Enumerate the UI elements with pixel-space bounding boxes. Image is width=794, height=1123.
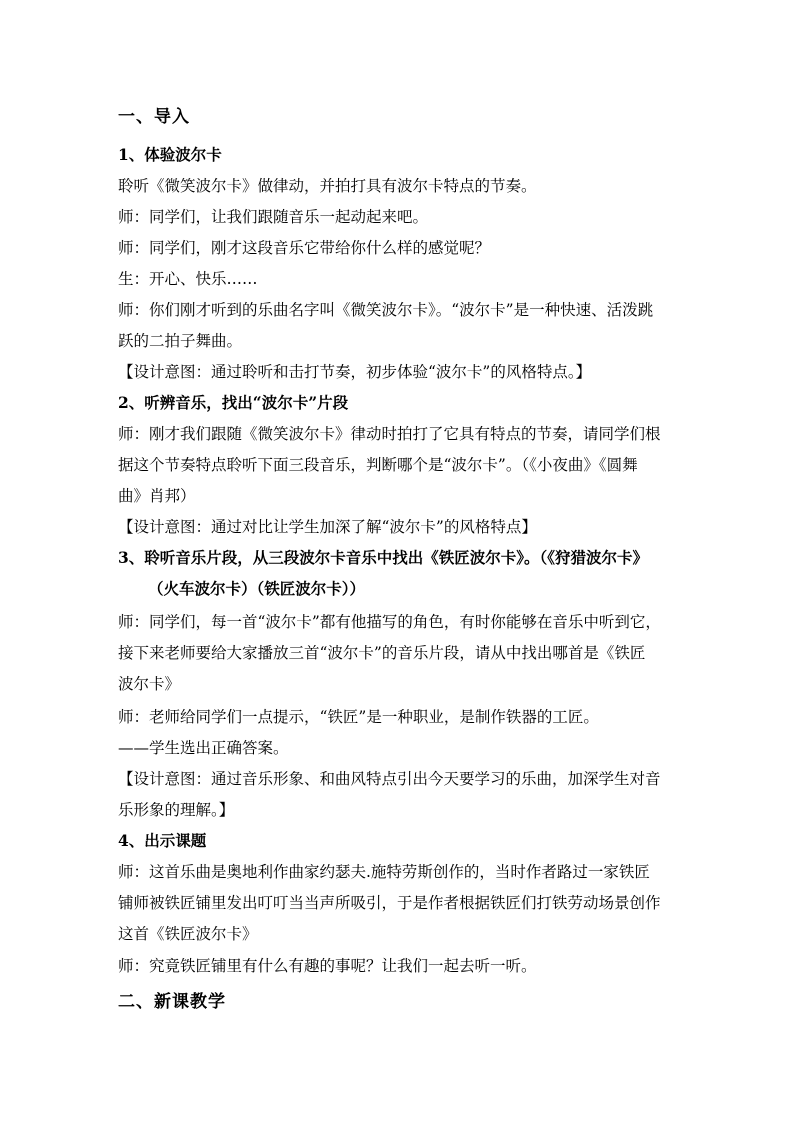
subheading-continuation: （火车波尔卡）（铁匠波尔卡）） [148, 579, 366, 598]
paragraph-line: 这首《铁匠波尔卡》 [118, 925, 258, 943]
design-intent-note: 【设计意图：通过音乐形象、和曲风特点引出今天要学习的乐曲，加深学生对音 [118, 770, 661, 788]
paragraph-line: 师：同学们，每一首“波尔卡”都有他描写的角色，有时你能够在音乐中听到它， [118, 613, 661, 631]
subheading-experience-polka: 1、体验波尔卡 [118, 145, 222, 164]
paragraph-line: 师：究竟铁匠铺里有什么有趣的事呢？让我们一起去听一听。 [118, 957, 537, 975]
paragraph-line: 波尔卡》 [118, 675, 181, 693]
paragraph-line: 师：刚才我们跟随《微笑波尔卡》律动时拍打了它具有特点的节奏，请同学们根 [118, 425, 661, 443]
subheading-find-blacksmith-polka: 3、聆听音乐片段，从三段波尔卡音乐中找出《铁匠波尔卡》。（《狩猎波尔卡》 [118, 548, 649, 567]
subheading-listen-identify: 2、听辨音乐，找出“波尔卡”片段 [118, 393, 349, 412]
paragraph-line: 师：同学们，刚才这段音乐它带给你什么样的感觉呢？ [118, 239, 491, 257]
paragraph-line: 据这个节奏特点聆听下面三段音乐，判断哪个是“波尔卡”。（《小夜曲》《圆舞 [118, 456, 638, 474]
paragraph-line: 师：你们刚才听到的乐曲名字叫《微笑波尔卡》。“波尔卡”是一种快速、活泼跳 [118, 301, 654, 319]
paragraph-line: 接下来老师要给大家播放三首“波尔卡”的音乐片段，请从中找出哪首是《铁匠 [118, 644, 646, 662]
design-intent-note: 乐形象的理解。】 [118, 801, 235, 819]
paragraph-line: 师：这首乐曲是奥地利作曲家约瑟夫.施特劳斯创作的，当时作者路过一家铁匠 [118, 863, 650, 881]
design-intent-note: 【设计意图：通过聆听和击打节奏，初步体验“波尔卡”的风格特点。】 [118, 363, 592, 381]
paragraph-line: 跃的二拍子舞曲。 [118, 332, 243, 350]
paragraph-line: 曲》肖邦） [118, 487, 196, 505]
paragraph-line: 师：同学们，让我们跟随音乐一起动起来吧。 [118, 208, 429, 226]
paragraph-line: 生：开心、快乐…… [118, 270, 258, 288]
paragraph-line: 铺师被铁匠铺里发出叮叮当当声所吸引，于是作者根据铁匠们打铁劳动场景创作 [118, 894, 661, 912]
paragraph-line: ——学生选出正确答案。 [118, 739, 289, 757]
paragraph-line: 聆听《微笑波尔卡》做律动，并拍打具有波尔卡特点的节奏。 [118, 177, 537, 195]
paragraph-line: 师：老师给同学们一点提示，“铁匠”是一种职业，是制作铁器的工匠。 [118, 708, 599, 726]
section-title-new-lesson: 二、新课教学 [118, 992, 226, 1012]
design-intent-note: 【设计意图：通过对比让学生加深了解“波尔卡”的风格特点】 [118, 518, 537, 536]
subheading-show-topic: 4、出示课题 [118, 831, 207, 850]
section-title-intro: 一、导入 [118, 107, 190, 127]
